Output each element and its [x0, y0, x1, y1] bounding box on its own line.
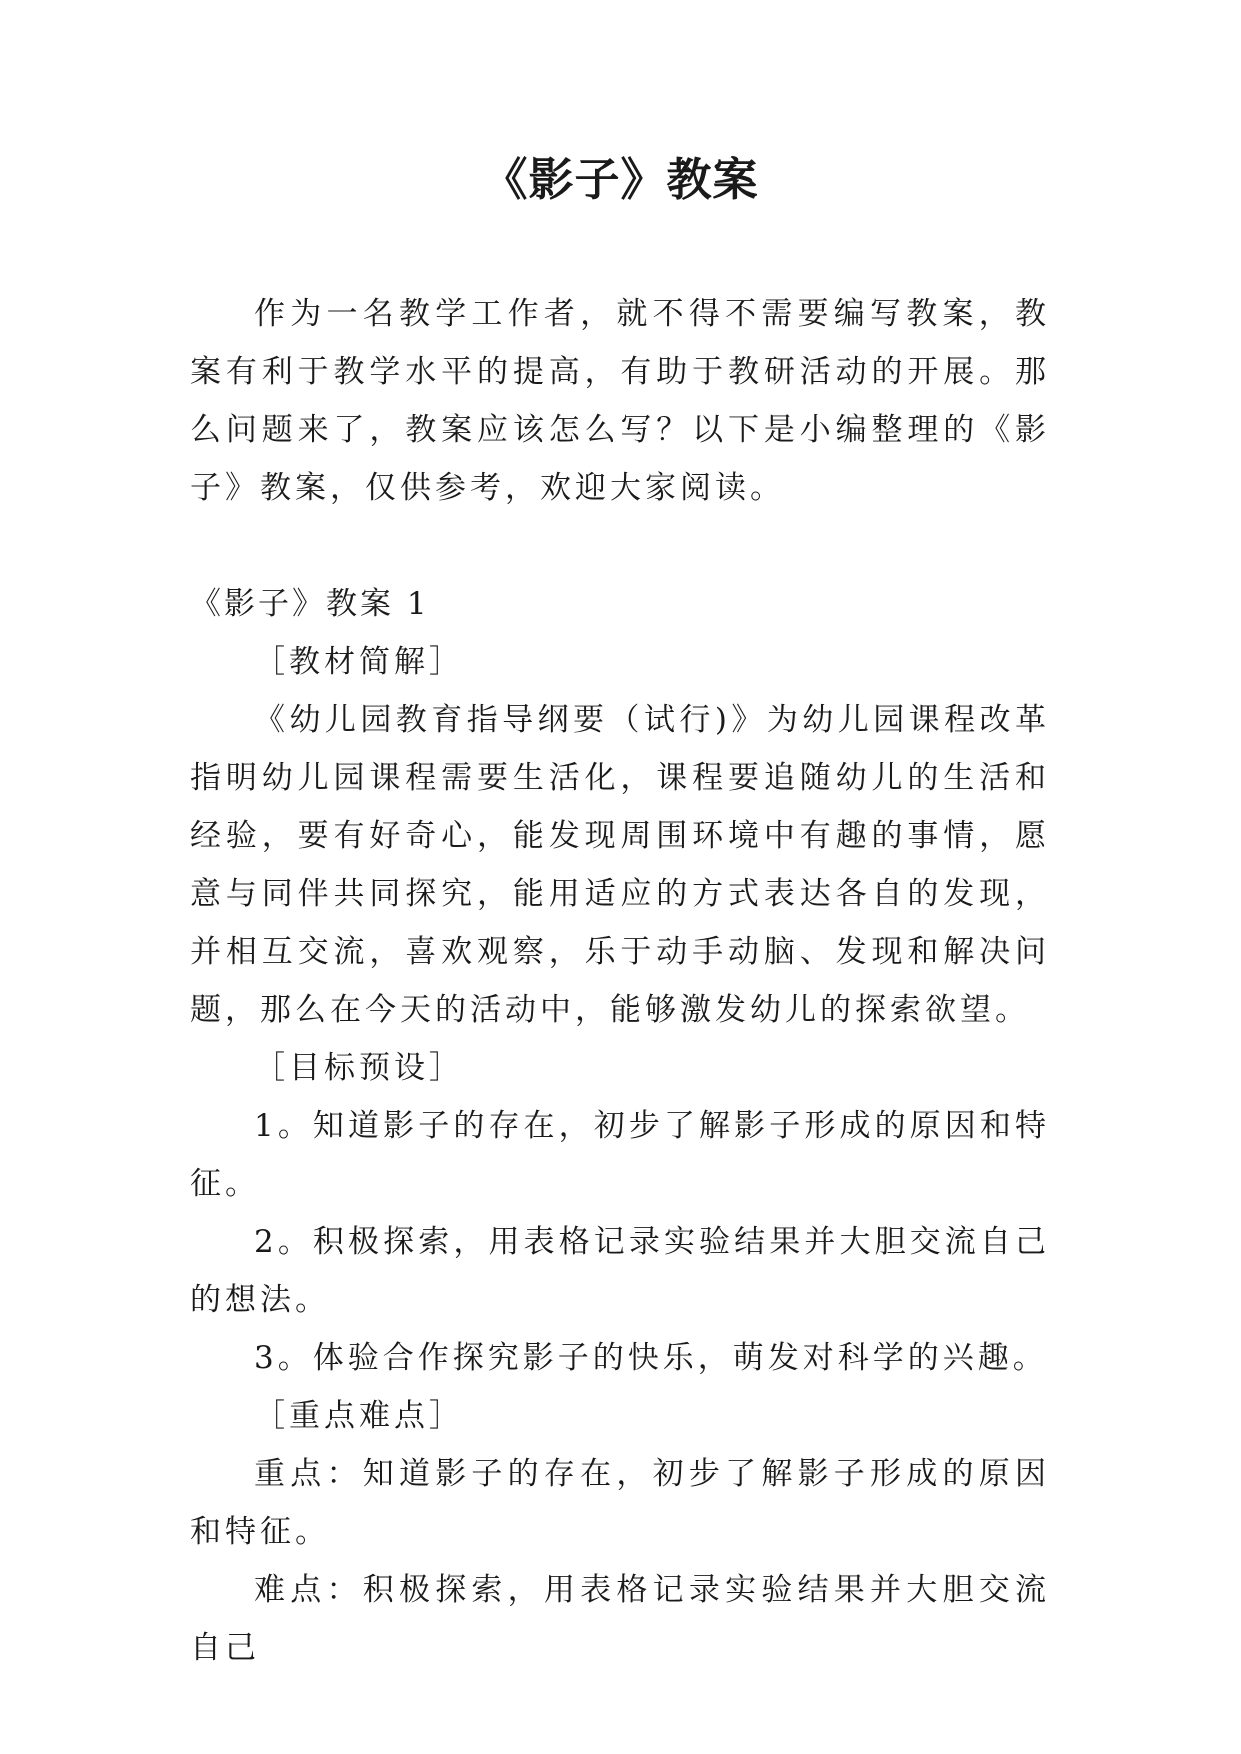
- goal-item: 2。积极探索，用表格记录实验结果并大胆交流自己的想法。: [190, 1224, 1050, 1318]
- section-heading: 《影子》教案 1: [190, 586, 430, 622]
- intro-block: [190, 285, 1050, 517]
- key-points-label: ［重点难点］: [254, 1398, 464, 1434]
- materials-paragraph: 《幼儿园教育指导纲要（试行)》为幼儿园课程改革指明幼儿园课程需要生活化，课程要追随幼儿的生活和经验，要有好奇心，能发现周围环境中有趣的事情，愿意与同伴共同探究，能用适应的方式表达各自的发现，并相互交流，喜欢观察，乐于动手动脑、发现和解决问题，那么在今天的活动中，能够激发幼儿的探索欲望。: [190, 702, 1050, 1028]
- intro-paragraph: 作为一名教学工作者，就不得不需要编写教案，教案有利于教学水平的提高，有助于教研活动的开展。那么问题来了，教案应该怎么写？以下是小编整理的《影子》教案，仅供参考，欢迎大家阅读。: [190, 296, 1050, 506]
- lesson-plan-section: [190, 575, 1050, 1677]
- difficulty-paragraph: 难点：积极探索，用表格记录实验结果并大胆交流自己: [190, 1572, 1050, 1666]
- materials-label: ［教材简解］: [254, 644, 464, 680]
- goal-item: 3。体验合作探究影子的快乐，萌发对科学的兴趣。: [254, 1340, 1048, 1376]
- goals-label: ［目标预设］: [254, 1050, 464, 1086]
- goal-item: 1。知道影子的存在，初步了解影子形成的原因和特征。: [190, 1108, 1050, 1202]
- page-title: 《影子》教案: [482, 153, 759, 206]
- key-point-paragraph: 重点：知道影子的存在，初步了解影子形成的原因和特征。: [190, 1456, 1050, 1550]
